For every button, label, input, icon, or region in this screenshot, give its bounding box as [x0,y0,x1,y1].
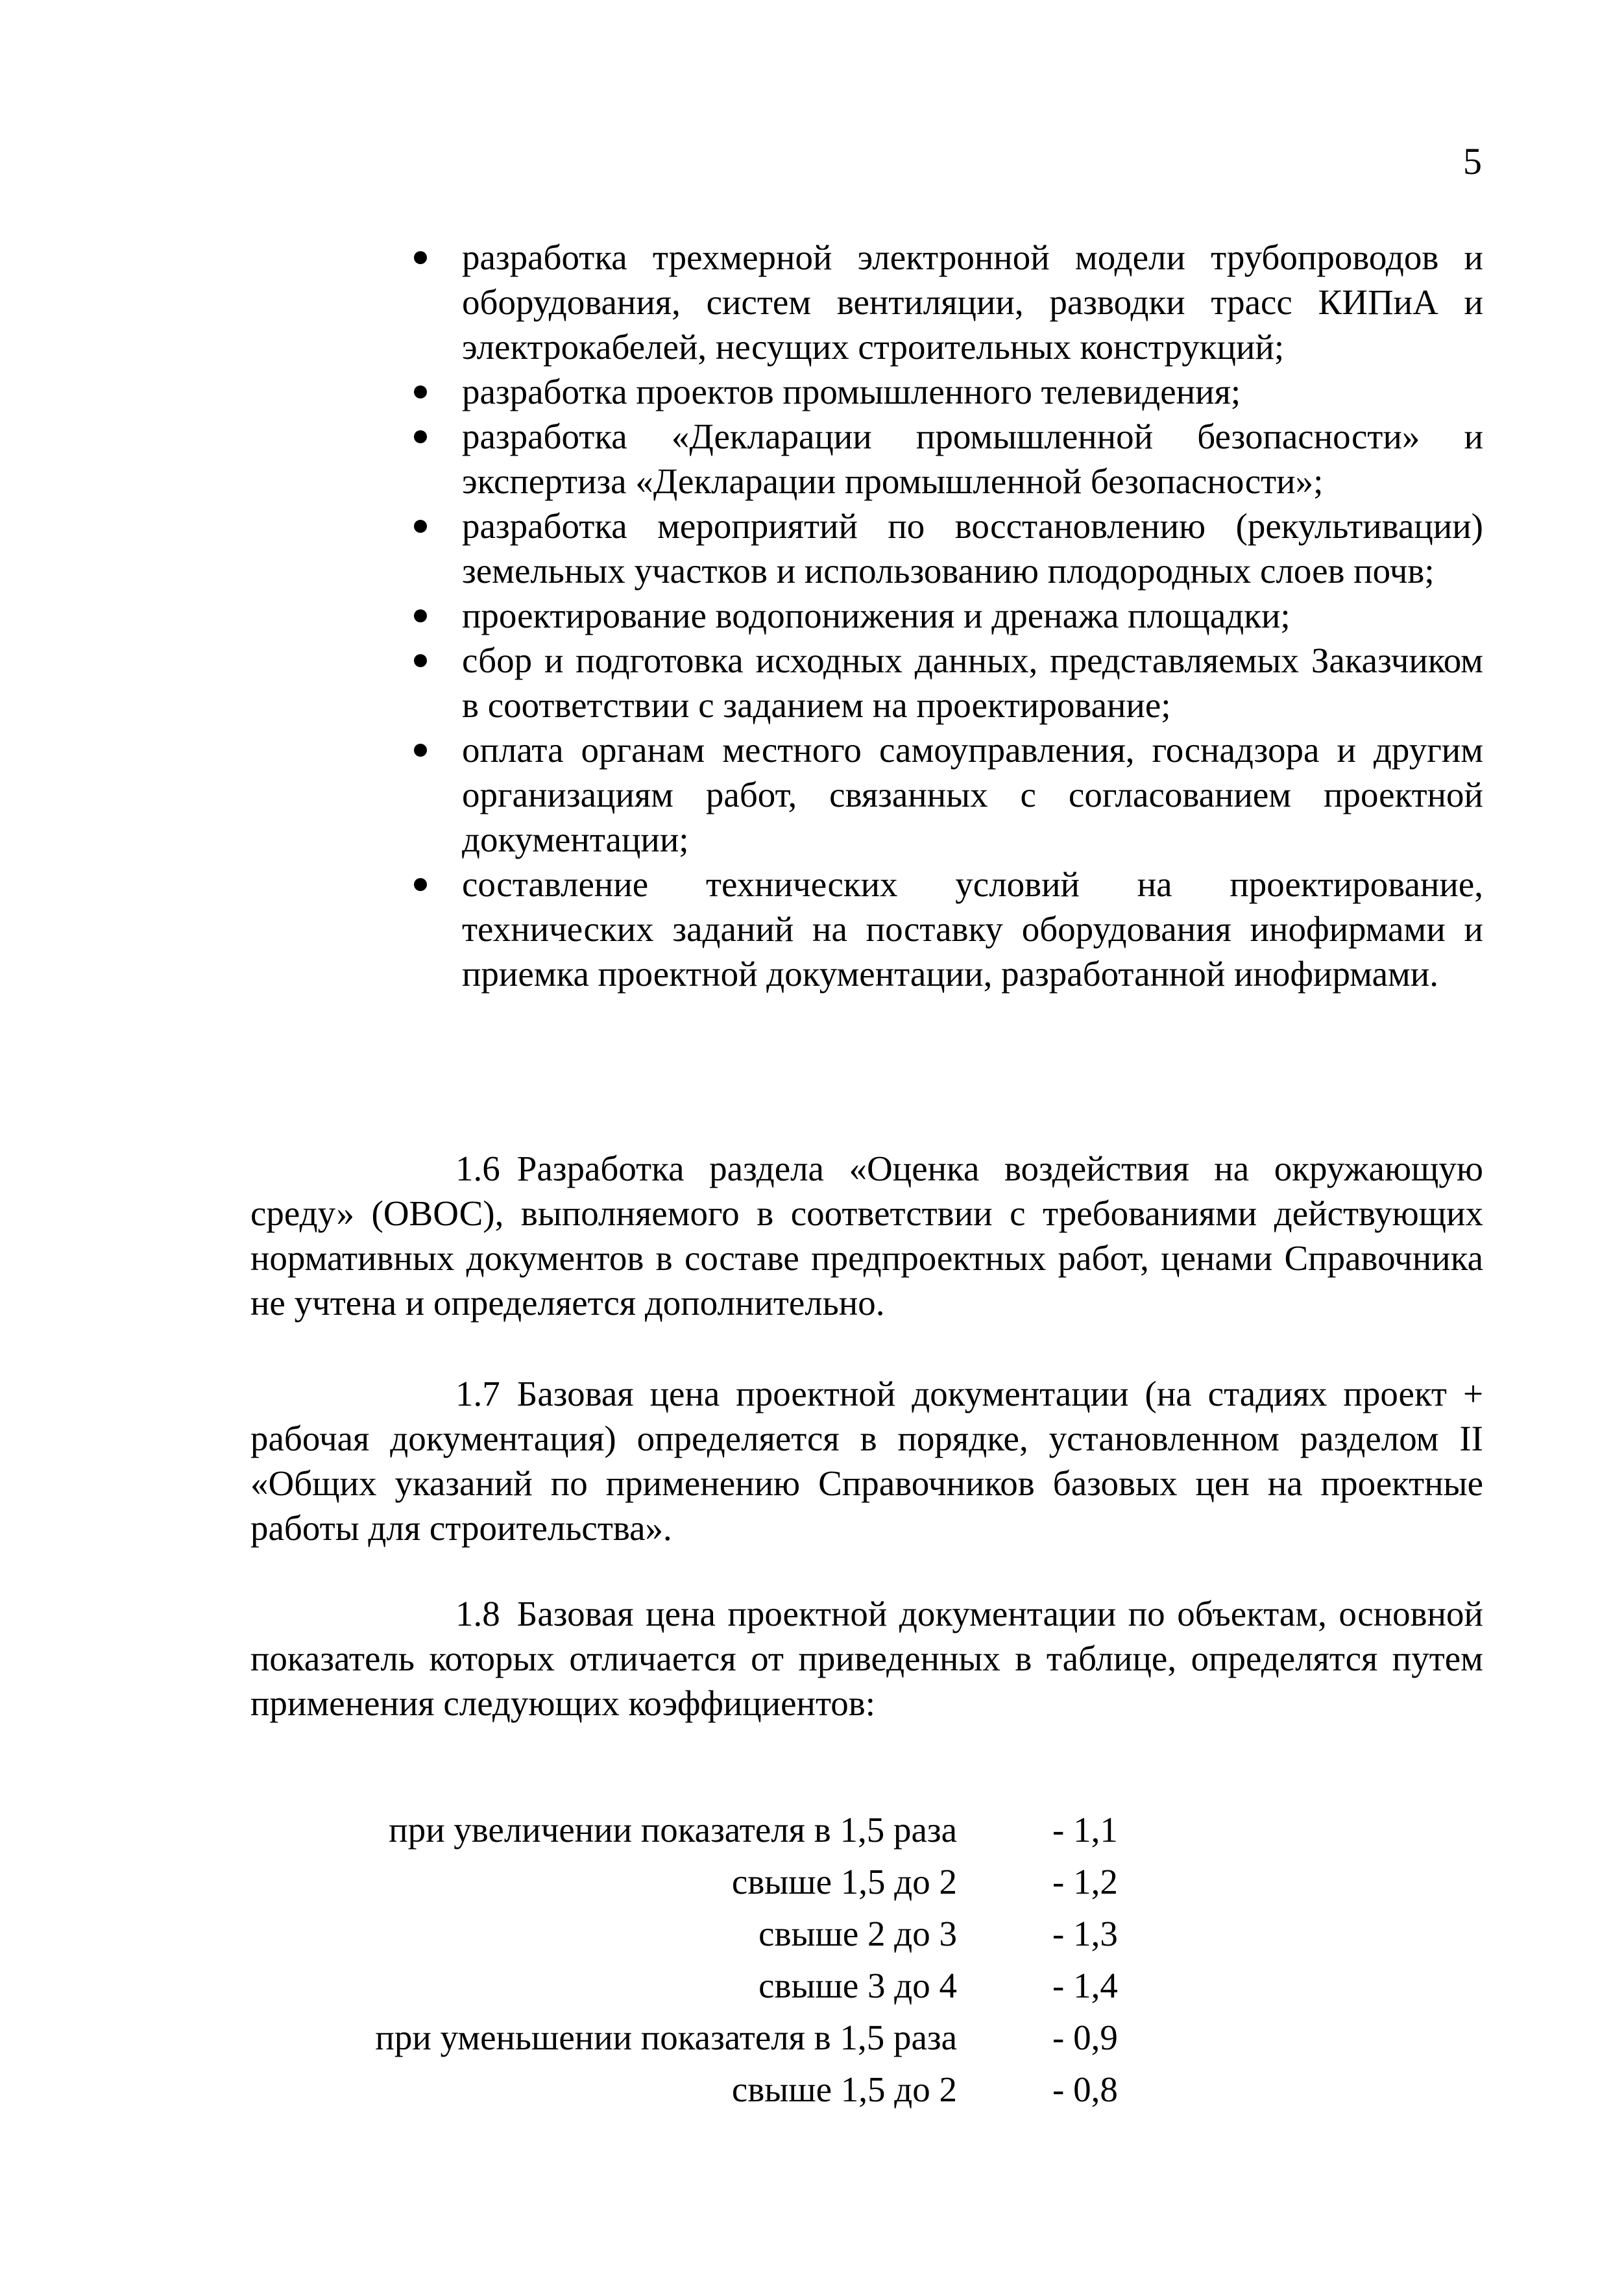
coefficient-label: свыше 1,5 до 2 [731,1862,957,1901]
bullet-icon [414,744,427,757]
paragraph-1-8 [250,1591,1483,1726]
coefficient-value: - 0,9 [1052,2018,1118,2057]
coefficient-label: при увеличении показателя в 1,5 раза [389,1810,957,1850]
list-item [404,593,1483,638]
bullet-icon [414,654,427,667]
coefficient-value: - 1,4 [1052,1966,1118,2005]
paragraph-number: 1.8 [455,1594,500,1633]
paragraph-1-7 [250,1371,1483,1550]
coefficient-label: при уменьшении показателя в 1,5 раза [375,2018,957,2057]
list-item [404,235,1483,369]
paragraph-text: Разработка раздела «Оценка воздействия на окружающую среду» (ОВОС), выполняемого в соответствии с требованиями действующих нормативных документов в составе предпроектных работ, ценами Справочника не учтена и определяется дополнительно. [250,1149,1483,1323]
list-item-text: разработка мероприятий по восстановлению (рекультивации) земельных участков и использованию плодородных слоев почв; [462,506,1483,591]
coefficient-label: свыше 3 до 4 [758,1966,957,2005]
coefficient-label: свыше 2 до 3 [758,1914,957,1953]
coefficient-row [350,2012,1194,2064]
paragraph-text: Базовая цена проектной документации по объектам, основной показатель которых отличается от приведенных в таблице, определятся путем применения следующих коэффициентов: [250,1594,1483,1723]
coefficient-row [350,1960,1194,2012]
bullet-icon [414,430,427,443]
list-item-text: проектирование водопонижения и дренажа площадки; [462,596,1291,635]
coefficient-row [350,1908,1194,1960]
coefficient-row [350,1856,1194,1908]
bullet-icon [414,520,427,533]
bullet-icon [414,609,427,622]
list-item-text: разработка «Декларации промышленной безопасности» и экспертиза «Декларации промышленной безопасности»; [462,417,1483,501]
list-item-text: сбор и подготовка исходных данных, представляемых Заказчиком в соответствии с заданием на проектирование; [462,641,1483,725]
list-item [404,862,1483,996]
coefficient-list [350,1804,1194,2116]
coefficient-row [350,1804,1194,1856]
list-item [404,369,1483,414]
bullet-icon [414,878,427,891]
coefficient-value: - 0,8 [1052,2070,1118,2109]
coefficient-label: свыше 1,5 до 2 [731,2070,957,2109]
list-item [404,638,1483,727]
list-item-text: оплата органам местного самоуправления, госнадзора и другим организациям работ, связанных с согласованием проектной документации; [462,730,1483,859]
list-item-text: разработка трехмерной электронной модели трубопроводов и оборудования, систем вентиляции, разводки трасс КИПиА и электрокабелей, несущих строительных конструкций; [462,238,1483,367]
paragraph-1-6 [250,1146,1483,1325]
bullet-icon [414,251,427,264]
bullet-list [404,235,1483,996]
list-item [404,727,1483,862]
list-item-text: разработка проектов промышленного телевидения; [462,372,1241,411]
paragraph-text: Базовая цена проектной документации (на стадиях проект + рабочая документация) определяется в порядке, установленном разделом II «Общих указаний по применению Справочников базовых цен на проектные работы для строительства». [250,1374,1483,1548]
bullet-icon [414,385,427,398]
coefficient-value: - 1,3 [1052,1914,1118,1953]
coefficient-row [350,2064,1194,2116]
paragraph-number: 1.6 [455,1149,500,1188]
list-item-text: составление технических условий на проектирование, технических заданий на поставку оборудования инофирмами и приемка проектной документации, разработанной инофирмами. [462,864,1483,994]
coefficient-value: - 1,2 [1052,1862,1118,1901]
coefficient-value: - 1,1 [1052,1810,1118,1850]
paragraph-number: 1.7 [455,1374,500,1413]
page-number: 5 [1463,140,1482,182]
list-item [404,414,1483,504]
list-item [404,504,1483,593]
